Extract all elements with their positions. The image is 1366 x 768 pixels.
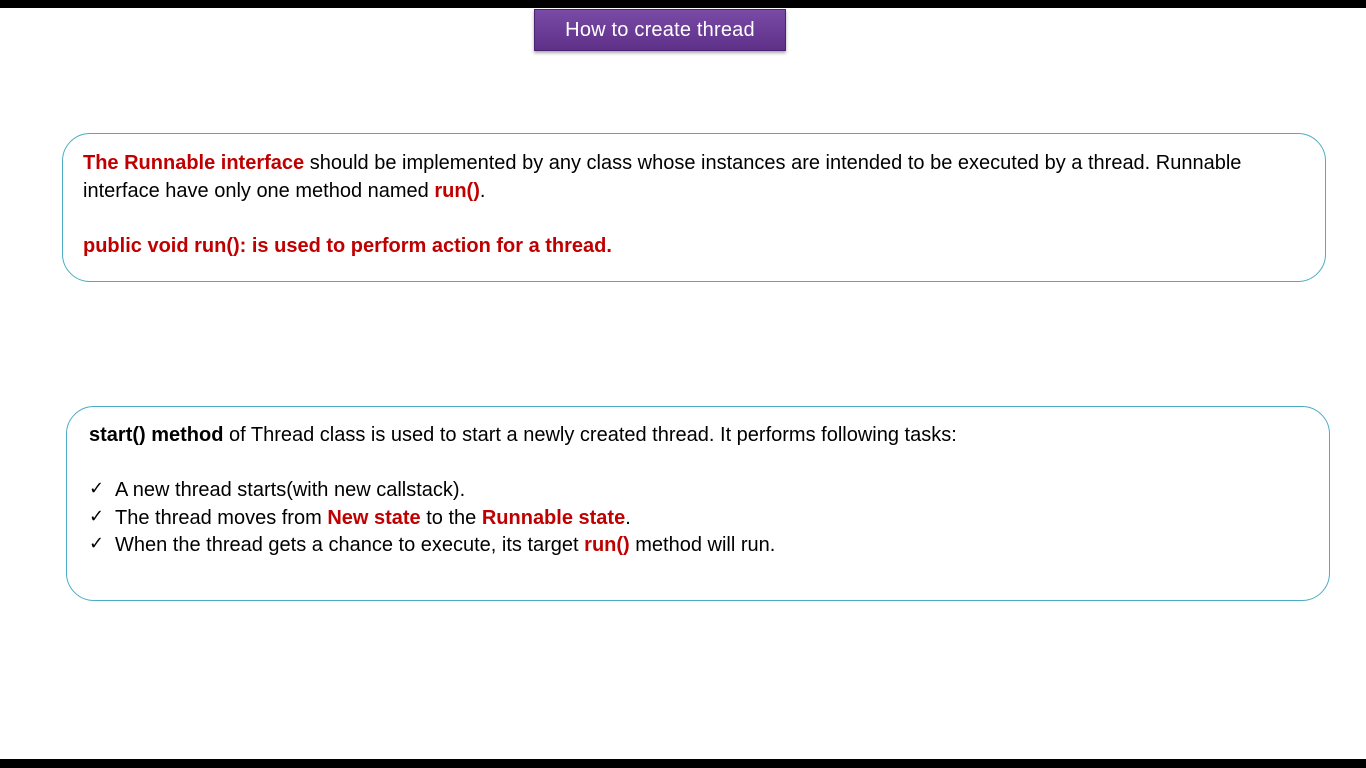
start-method-description [89, 422, 1307, 450]
run-method-term: run() [434, 179, 480, 202]
runnable-interface-term: The Runnable interface [83, 152, 305, 174]
run-method-term: run() [584, 534, 630, 556]
runnable-interface-panel [62, 133, 1326, 282]
task-text: When the thread gets a chance to execute, its target [115, 534, 585, 556]
spacer [89, 450, 1307, 478]
spacer [83, 205, 1305, 233]
run-method-signature: public void run(): is used to perform action for a thread. [83, 234, 612, 257]
start-method-description-text: of Thread class is used to start a newly created thread. It performs following tasks: [223, 424, 957, 446]
list-item [89, 505, 1307, 533]
task-list [89, 477, 1307, 560]
runnable-state-term: Runnable state [481, 506, 626, 529]
list-item [89, 532, 1307, 560]
task-text: . [625, 506, 631, 529]
checkmark-icon: ✓ [89, 533, 105, 554]
new-state-term: New state [327, 506, 421, 529]
task-text: The thread moves from [115, 506, 328, 529]
start-method-term: start() method [89, 424, 224, 446]
slide [0, 8, 1366, 759]
list-item [89, 477, 1307, 505]
slide-title-text: How to create thread [565, 18, 755, 41]
task-text: method will run. [629, 534, 776, 556]
task-text: to the [420, 506, 482, 529]
start-method-panel [66, 406, 1330, 601]
runnable-description [83, 150, 1305, 205]
runnable-description-text: should be implemented by any class whose instances are intended to be executed by a thread. Runnable interface have only one method named [83, 152, 1242, 202]
slide-title [534, 9, 786, 51]
runnable-description-end: . [479, 179, 486, 202]
task-text: A new thread starts(with new callstack). [115, 479, 466, 501]
checkmark-icon: ✓ [89, 505, 105, 527]
checkmark-icon: ✓ [89, 478, 105, 499]
